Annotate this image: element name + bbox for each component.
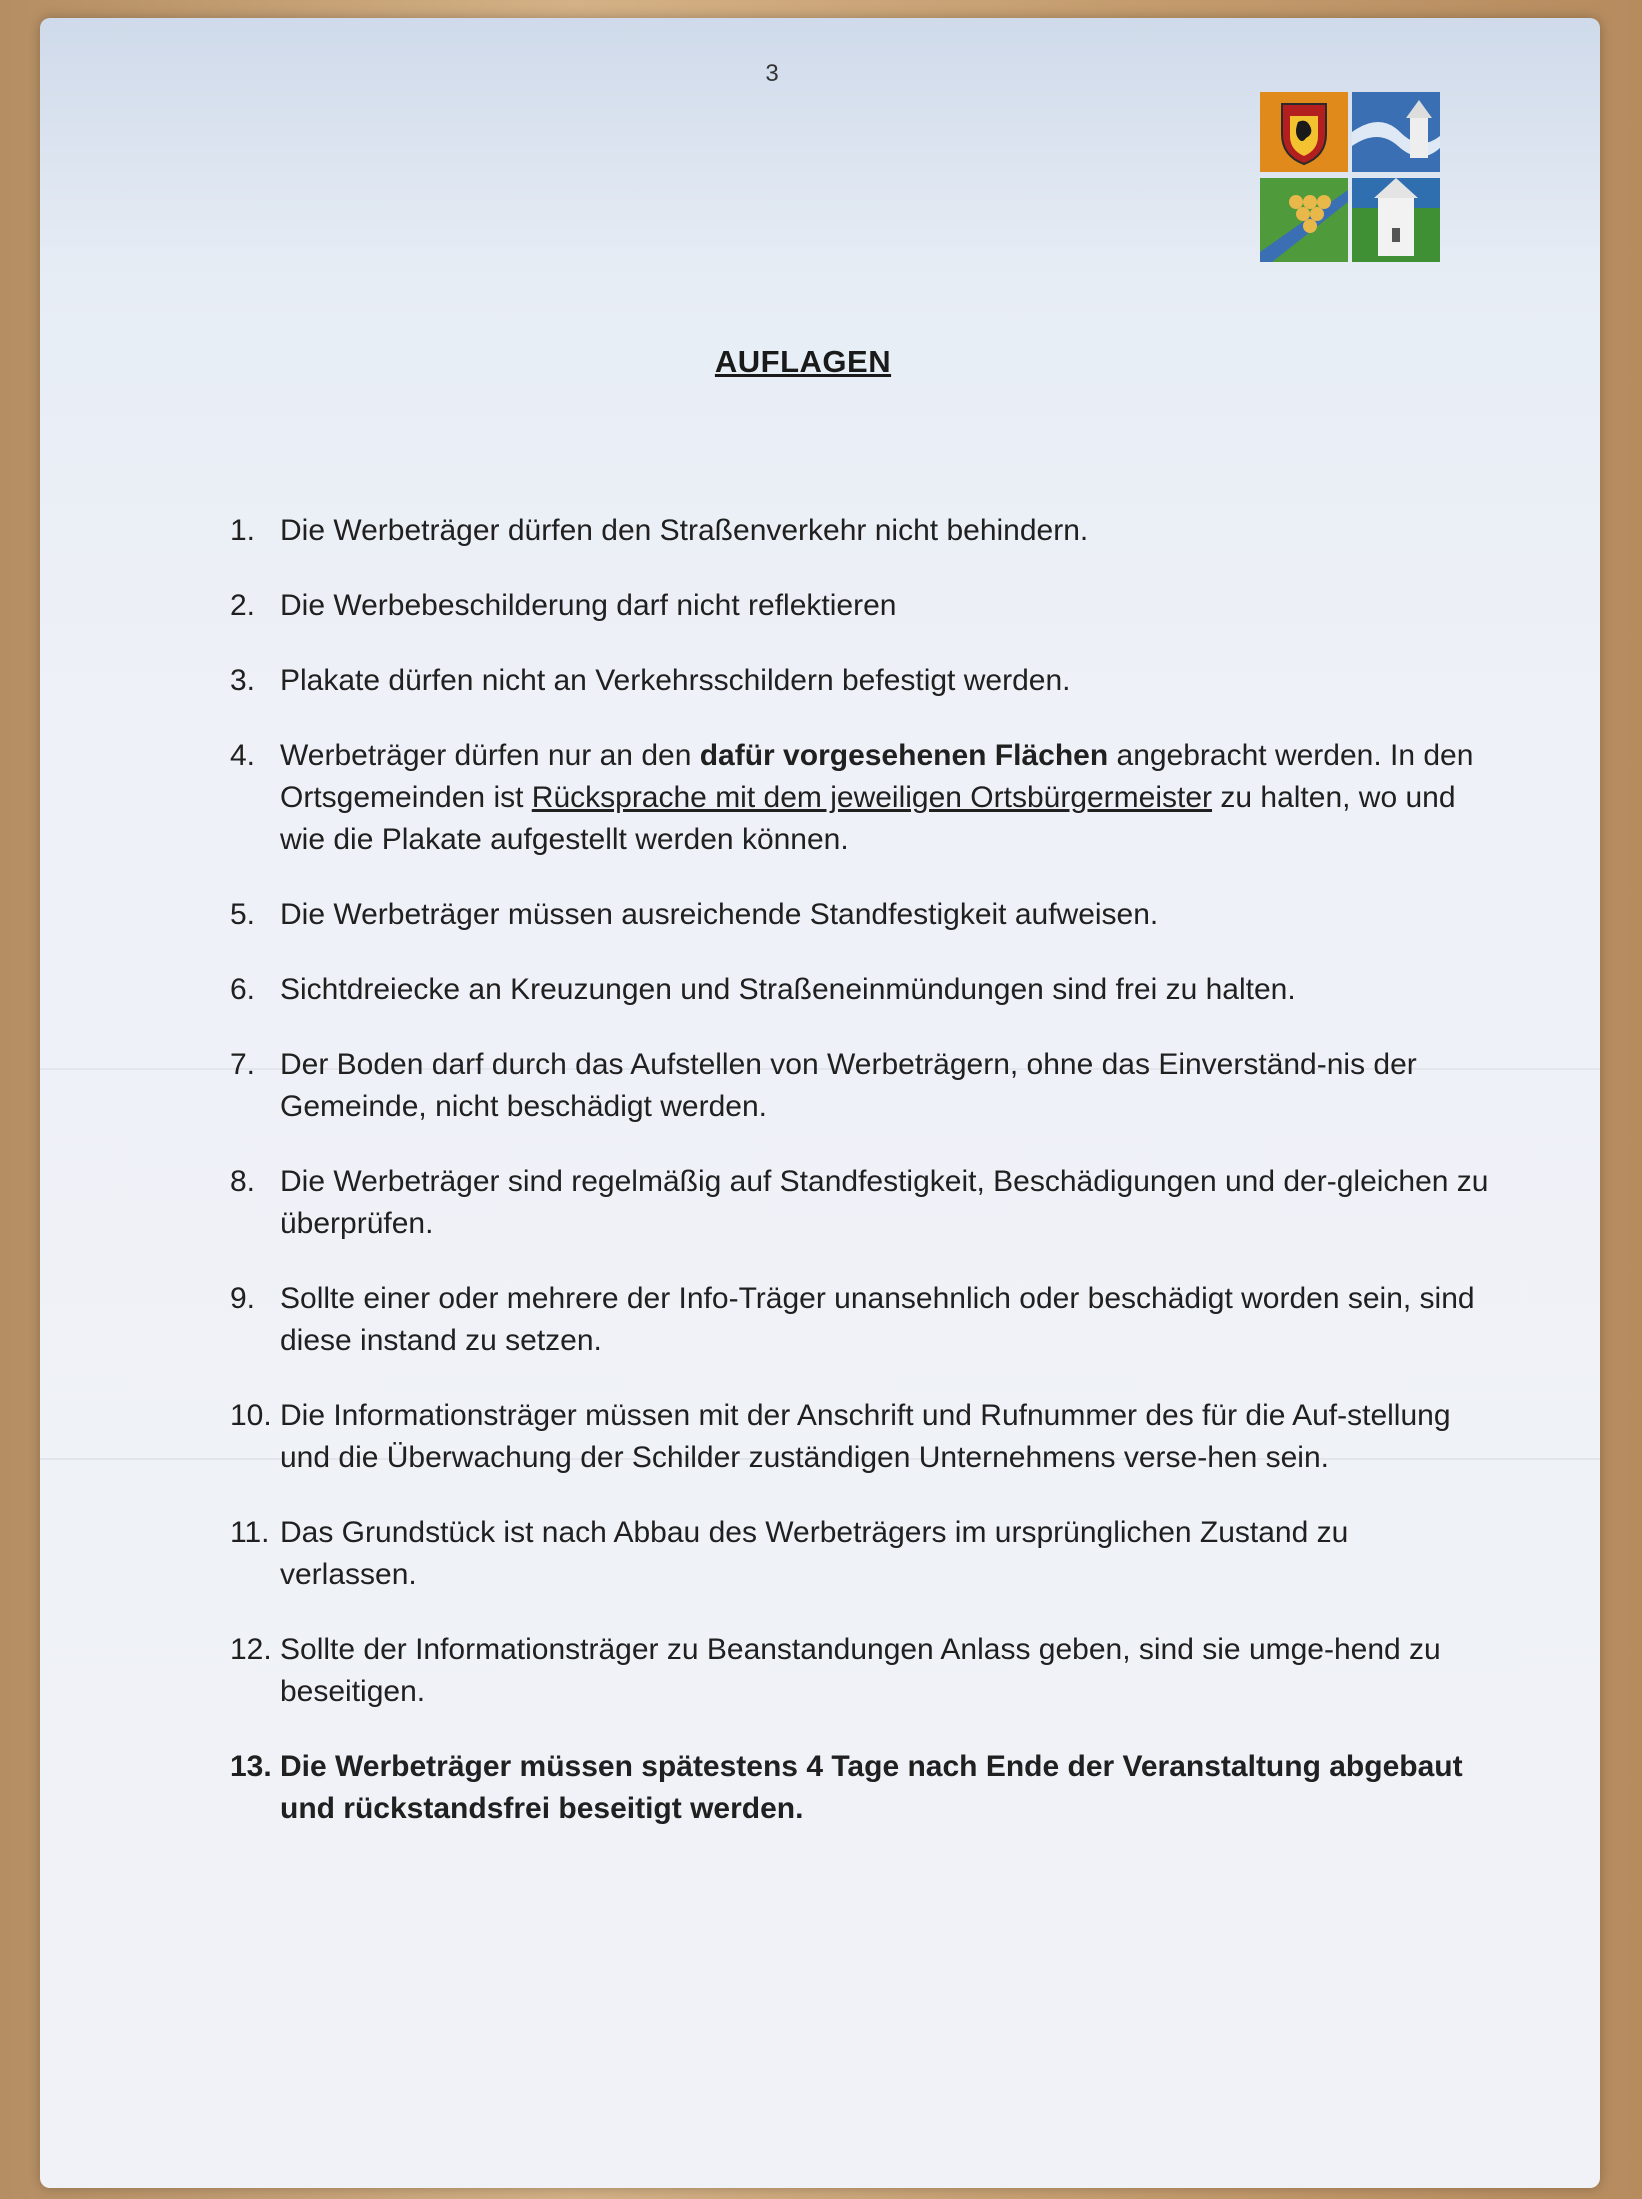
item-text: Die Werbeträger müssen ausreichende Standfestigkeit aufweisen.	[280, 898, 1159, 931]
item-text: Die Werbeträger sind regelmäßig auf Standfestigkeit, Beschädigungen und der-gleichen zu überprüfen.	[280, 1165, 1489, 1240]
item-text-part: Werbeträger dürfen nur an den	[280, 739, 700, 772]
item-text-part: zu halten, wo und wie die Plakate aufgestellt werden können.	[280, 781, 1456, 856]
item-text: Der Boden darf durch das Aufstellen von Werbeträgern, ohne das Einverständ-nis der Gemeinde, nicht beschädigt werden.	[280, 1048, 1417, 1123]
list-item	[230, 1512, 1490, 1596]
item-text-part: angebracht werden. In den Ortsgemeinden ist	[280, 739, 1474, 814]
item-number: 3.	[230, 664, 256, 697]
item-number: 7.	[230, 1048, 256, 1081]
item-number: 6.	[230, 973, 256, 1006]
list-item	[230, 1746, 1490, 1830]
list-item	[230, 585, 1490, 627]
item-number: 11.	[230, 1516, 270, 1549]
item-number: 5.	[230, 898, 256, 931]
item-text: Die Werbebeschilderung darf nicht reflektieren	[280, 589, 897, 622]
emphasized-text: dafür vorgesehenen Flächen	[699, 739, 1109, 772]
list-item	[230, 510, 1490, 552]
page-number: 3	[765, 60, 779, 87]
list-item	[230, 1629, 1490, 1713]
list-item	[230, 1278, 1490, 1362]
item-text	[280, 739, 1473, 856]
item-text: Die Werbeträger müssen spätestens 4 Tage nach Ende der Veranstaltung abgebaut und rückstandsfrei beseitigt werden.	[280, 1750, 1463, 1825]
underlined-text: Rücksprache mit dem jeweiligen Ortsbürgermeister	[531, 781, 1213, 814]
item-text: Plakate dürfen nicht an Verkehrsschildern befestigt werden.	[280, 664, 1071, 697]
list-item	[230, 894, 1490, 936]
item-text: Die Informationsträger müssen mit der Anschrift und Rufnummer des für die Auf-stellung und die Überwachung der Schilder zuständigen Unternehmens verse-hen sein.	[280, 1399, 1451, 1474]
item-text: Die Werbeträger dürfen den Straßenverkehr nicht behindern.	[280, 514, 1089, 547]
list-item	[230, 1044, 1490, 1128]
list-item	[230, 660, 1490, 702]
item-text: Sollte einer oder mehrere der Info-Träger unansehnlich oder beschädigt worden sein, sind diese instand zu setzen.	[280, 1282, 1475, 1357]
conditions-list	[230, 510, 1490, 1863]
list-item	[230, 1395, 1490, 1479]
item-number: 2.	[230, 589, 256, 622]
page-title: AUFLAGEN	[714, 344, 892, 379]
item-number: 13.	[230, 1750, 272, 1783]
item-text: Sichtdreiecke an Kreuzungen und Straßeneinmündungen sind frei zu halten.	[280, 973, 1296, 1006]
item-number: 12.	[230, 1633, 272, 1666]
item-number: 8.	[230, 1165, 256, 1198]
municipal-coat-of-arms-icon	[1260, 92, 1450, 262]
item-number: 4.	[230, 739, 256, 772]
list-item	[230, 1161, 1490, 1245]
item-number: 1.	[230, 514, 256, 547]
item-number: 10.	[230, 1399, 272, 1432]
list-item	[230, 735, 1490, 861]
list-item	[230, 969, 1490, 1011]
item-number: 9.	[230, 1282, 256, 1315]
item-text: Sollte der Informationsträger zu Beanstandungen Anlass geben, sind sie umge-hend zu beseitigen.	[280, 1633, 1441, 1708]
item-text: Das Grundstück ist nach Abbau des Werbeträgers im ursprünglichen Zustand zu verlassen.	[280, 1516, 1349, 1591]
